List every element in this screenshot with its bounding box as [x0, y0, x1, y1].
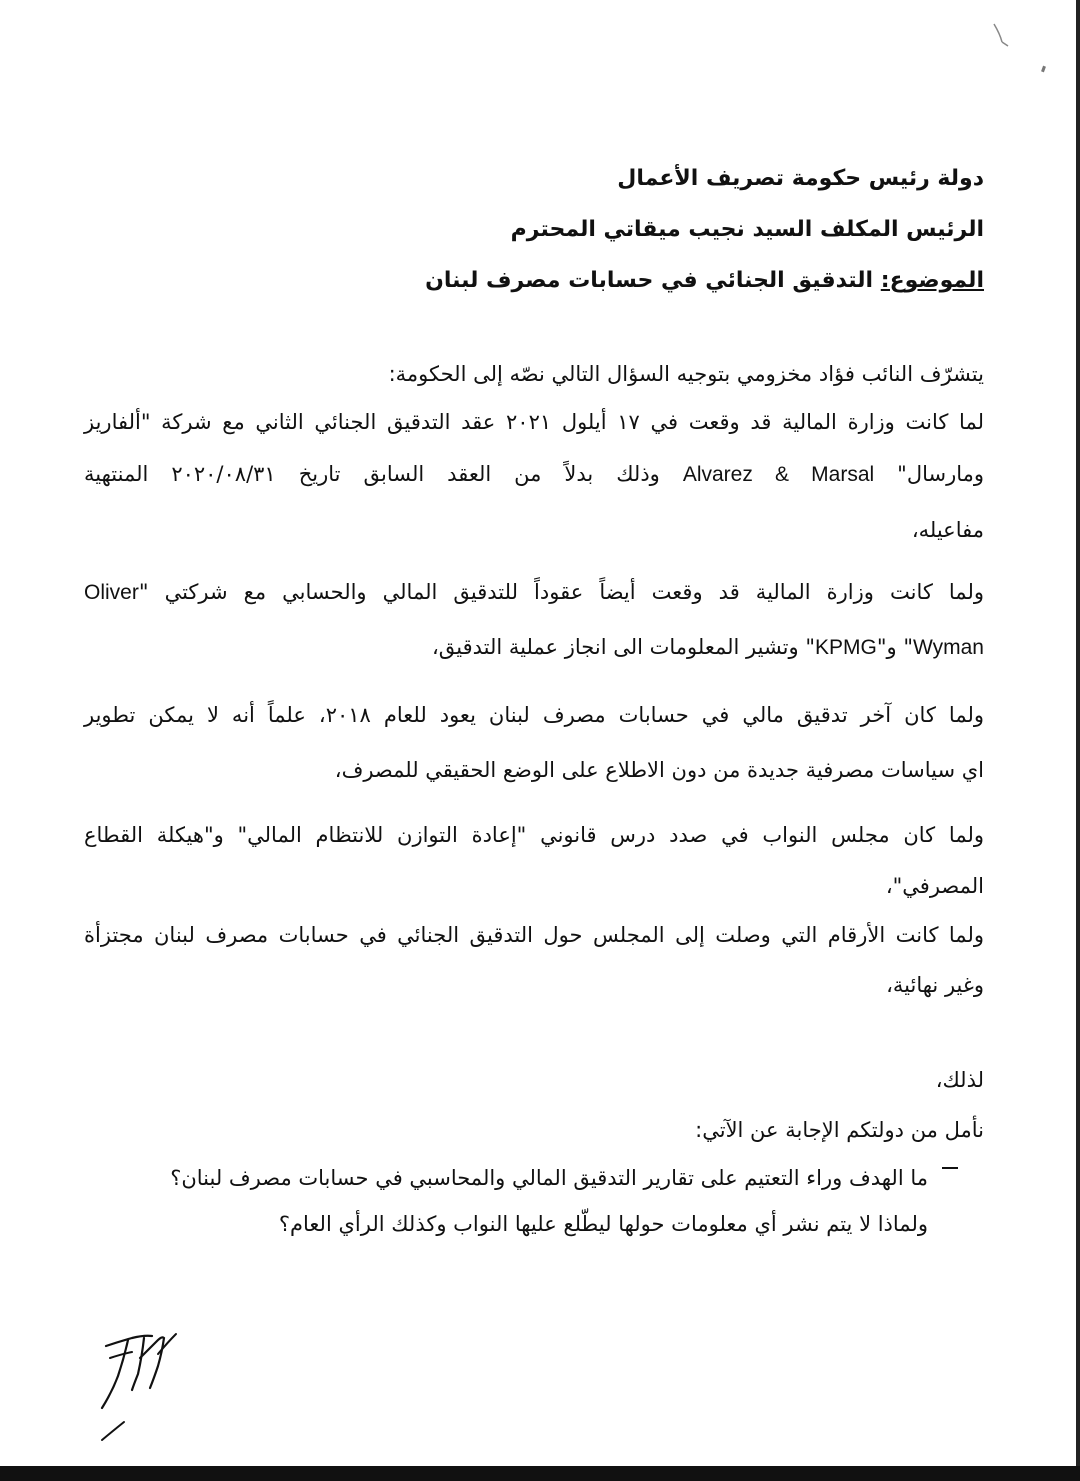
p1-line-2: [84, 462, 984, 487]
company-oliver: Oliver: [84, 581, 139, 604]
addressee-line-1: دولة رئيس حكومة تصريف الأعمال: [617, 166, 984, 191]
list-dash: [942, 1167, 958, 1169]
p1-line-2-start: ومارسال": [874, 462, 985, 486]
conclusion-line: لذلك،: [935, 1068, 984, 1092]
p2-line-1-text: ولما كانت وزارة المالية قد وقعت أيضاً عقوداً للتدقيق المالي والحسابي مع شركتي ": [138, 580, 984, 604]
p3-line-2: اي سياسات مصرفية جديدة من دون الاطلاع على الوضع الحقيقي للمصرف،: [334, 758, 984, 782]
request-line: نأمل من دولتكم الإجابة عن الآتي:: [695, 1118, 984, 1142]
p3-line-1: ولما كان آخر تدقيق مالي في حسابات مصرف لبنان يعود للعام ٢٠١٨، علماً أنه لا يمكن تطوير: [84, 703, 985, 727]
intro-line: يتشرّف النائب فؤاد مخزومي بتوجيه السؤال التالي نصّه إلى الحكومة:: [388, 362, 984, 386]
p5-line-1: ولما كانت الأرقام التي وصلت إلى المجلس حول التدقيق الجنائي في حسابات مصرف لبنان مجتزأة: [84, 923, 984, 947]
company-wyman: Wyman: [913, 636, 984, 659]
scan-speck: [1041, 66, 1046, 73]
scan-mark-icon: [990, 20, 1020, 50]
company-kpmg: KPMG: [815, 636, 877, 659]
subject-line: [425, 268, 984, 293]
p2-line-2-end: " وتشير المعلومات الى انجاز عملية التدقيق،: [431, 635, 816, 659]
p2-line-2-mid: " و": [876, 635, 913, 659]
p2-line-1: [84, 580, 984, 605]
addressee-line-2: الرئيس المكلف السيد نجيب ميقاتي المحترم: [510, 217, 984, 242]
p2-line-2: [432, 635, 984, 660]
question-2: ولماذا لا يتم نشر أي معلومات حولها ليطّلع عليها النواب وكذلك الرأي العام؟: [278, 1212, 928, 1236]
p1-line-3: مفاعيله،: [911, 518, 984, 542]
p4-line-1: ولما كان مجلس النواب في صدد درس قانوني "إعادة التوازن للانتظام المالي" و"هيكلة القطاع: [84, 823, 984, 847]
scan-bottom-border: [0, 1466, 1080, 1481]
handwritten-signature: [88, 1318, 198, 1448]
subject-text: التدقيق الجنائي في حسابات مصرف لبنان: [425, 268, 881, 293]
p1-line-2-end: وذلك بدلاً من العقد السابق تاريخ ٢٠٢٠/٠٨/٣١ المنتهية: [84, 462, 683, 486]
company-alvarez-marsal: Alvarez & Marsal: [682, 463, 875, 486]
subject-label: الموضوع:: [880, 268, 984, 293]
p1-line-1: لما كانت وزارة المالية قد وقعت في ١٧ أيلول ٢٠٢١ عقد التدقيق الجنائي الثاني مع شركة "ألفاريز: [84, 410, 984, 434]
p4-line-2: المصرفي"،: [885, 874, 984, 898]
p5-line-2: وغير نهائية،: [886, 973, 984, 997]
question-1: ما الهدف وراء التعتيم على تقارير التدقيق المالي والمحاسبي في حسابات مصرف لبنان؟: [170, 1166, 928, 1190]
